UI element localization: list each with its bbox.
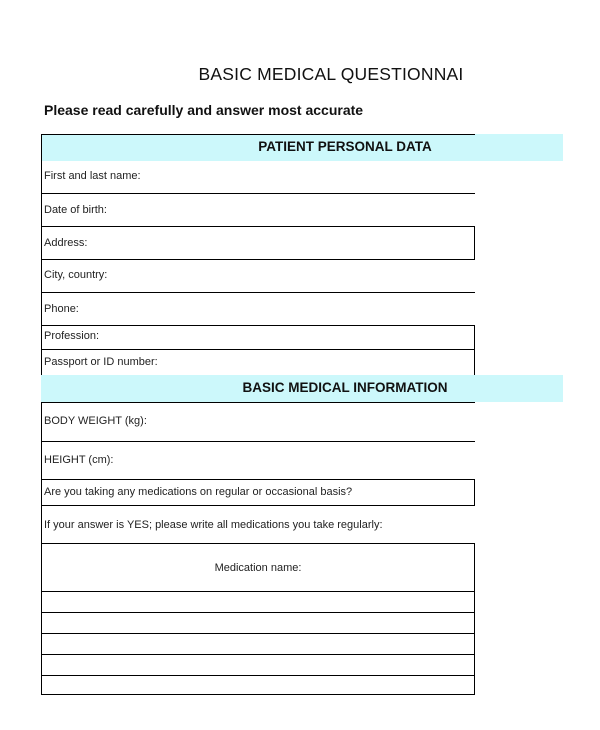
personal-section-heading: PATIENT PERSONAL DATA xyxy=(258,139,432,154)
medical-section-heading: BASIC MEDICAL INFORMATION xyxy=(242,380,448,395)
profession-right-border xyxy=(474,325,475,375)
medical-band-bottom-line xyxy=(41,402,475,403)
field-passport-id: Passport or ID number: xyxy=(44,356,158,368)
medication-row-line xyxy=(41,654,475,655)
medication-row-line xyxy=(41,675,475,676)
field-date-of-birth: Date of birth: xyxy=(44,204,107,216)
field-body-weight: BODY WEIGHT (kg): xyxy=(44,415,147,427)
medications-question-right-border xyxy=(474,479,475,506)
row-divider xyxy=(41,479,475,480)
row-divider xyxy=(41,325,475,326)
row-divider xyxy=(41,441,475,442)
field-phone: Phone: xyxy=(44,303,79,315)
row-divider xyxy=(41,259,475,260)
address-right-border xyxy=(474,226,475,260)
row-divider xyxy=(41,349,475,350)
row-divider xyxy=(41,226,475,227)
personal-band-top-line xyxy=(41,134,475,135)
field-address: Address: xyxy=(44,237,88,249)
row-divider xyxy=(41,193,475,194)
document-title: BASIC MEDICAL QUESTIONNAI xyxy=(198,64,464,84)
medication-row-line xyxy=(41,633,475,634)
field-first-last-name: First and last name: xyxy=(44,170,141,182)
medication-row-line xyxy=(41,612,475,613)
form-left-border xyxy=(41,134,42,695)
field-city-country: City, country: xyxy=(44,269,108,281)
medication-table-top-line xyxy=(41,543,475,544)
medication-table-bottom-line xyxy=(41,694,475,695)
field-medications-instruction: If your answer is YES; please write all medications you take regularly: xyxy=(44,519,383,531)
medication-row-line xyxy=(41,591,475,592)
document-subtitle: Please read carefully and answer most accurate xyxy=(44,102,364,118)
field-taking-medications: Are you taking any medications on regular or occasional basis? xyxy=(44,486,353,498)
field-height: HEIGHT (cm): xyxy=(44,454,114,466)
row-divider xyxy=(41,292,475,293)
medication-name-header: Medication name: xyxy=(214,562,302,574)
row-divider xyxy=(41,505,475,506)
field-profession: Profession: xyxy=(44,330,100,342)
